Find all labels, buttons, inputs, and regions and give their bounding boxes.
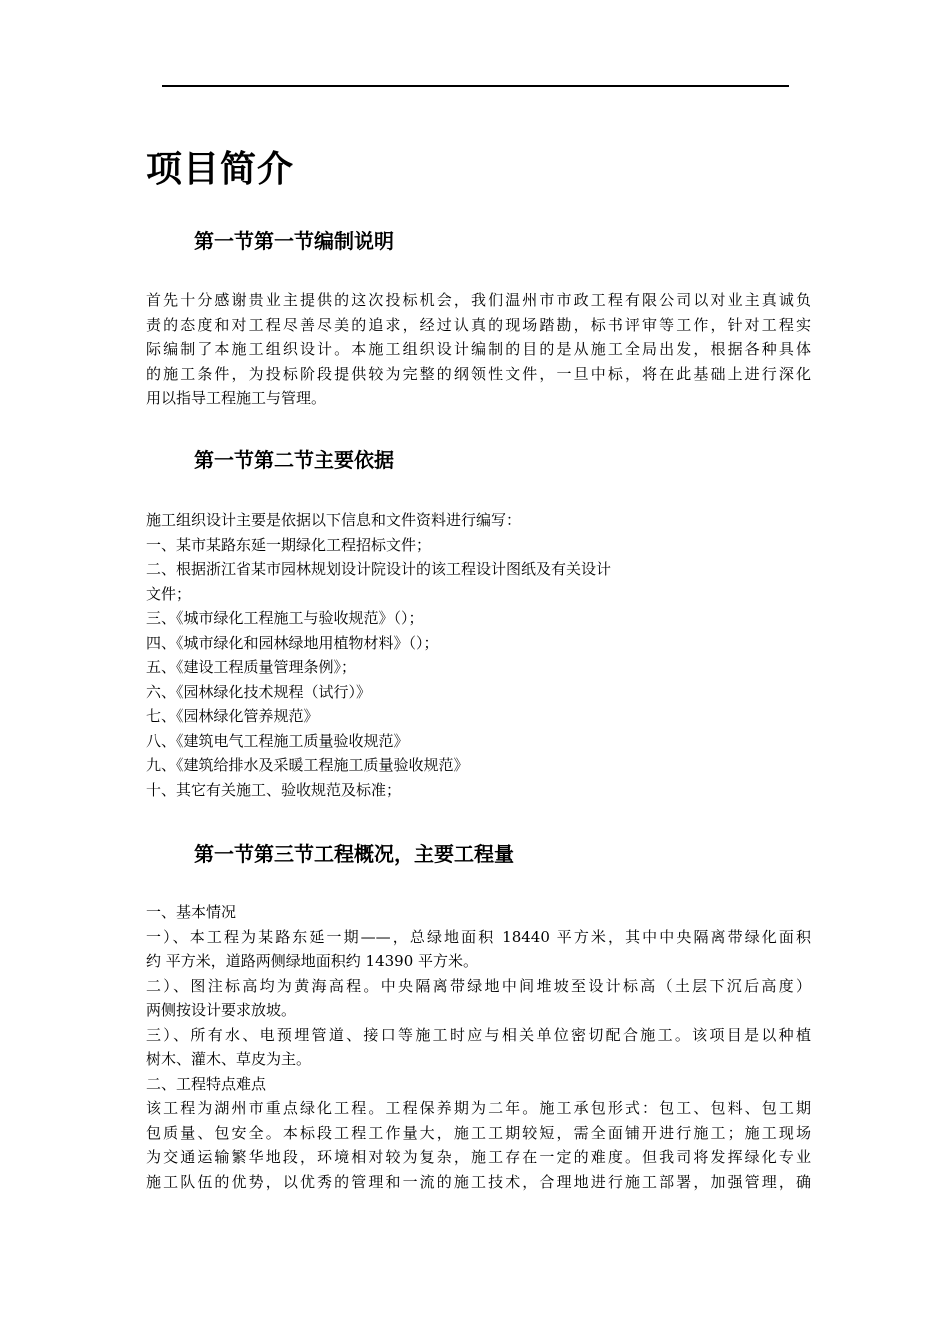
section-body-1 [146, 288, 811, 411]
list-item: 施工组织设计主要是依据以下信息和文件资料进行编写： [146, 511, 522, 529]
list-item: 五、《建设工程质量管理条例》； [146, 658, 357, 676]
paragraph-line: 二）、图注标高均为黄海高程。中央隔离带绿地中间堆坡至设计标高（土层下沉后高度） [146, 976, 811, 995]
list-item: 三、《城市绿化工程施工与验收规范》（）； [146, 609, 424, 627]
paragraph-line: 首先十分感谢贵业主提供的这次投标机会，我们温州市市政工程有限公司以对业主真诚负 [146, 291, 811, 309]
list-item: 一、某市某路东延一期绿化工程招标文件； [146, 535, 432, 554]
paragraph-line: 三）、所有水、电预埋管道、接口等施工时应与相关单位密切配合施工。该项目是以种植 [146, 1025, 811, 1044]
section-body-3 [146, 900, 811, 1194]
list-item: 九、《建筑给排水及采暖工程施工质量验收规范》 [146, 756, 469, 774]
section-body-2 [146, 508, 811, 802]
section-heading-2: 第一节第二节主要依据 [194, 448, 394, 472]
page-title: 项目简介 [146, 149, 295, 190]
paragraph-line: 一、基本情况 [146, 903, 237, 921]
paragraph-line: 用以指导工程施工与管理。 [146, 389, 327, 407]
paragraph-line: 际编制了本施工组织设计。本施工组织设计编制的目的是从施工全局出发，根据各种具体 [146, 340, 811, 358]
list-item: 二、根据浙江省某市园林规划设计院设计的该工程设计图纸及有关设计 [146, 560, 612, 578]
paragraph-line: 两侧按设计要求放坡。 [146, 1001, 297, 1019]
paragraph-line: 责的态度和对工程尽善尽美的追求，经过认真的现场踏勘，标书评审等工作，针对工程实 [146, 315, 811, 334]
paragraph-line: 一）、本工程为某路东延一期——，总绿地面积 18440 平方米，其中中央隔离带绿化面积 [146, 927, 811, 946]
paragraph-line: 包质量、包安全。本标段工程工作量大，施工工期较短，需全面铺开进行施工；施工现场 [146, 1123, 811, 1142]
list-item: 四、《城市绿化和园林绿地用植物材料》（）； [146, 633, 439, 652]
paragraph-line: 为交通运输繁华地段，环境相对较为复杂，施工存在一定的难度。但我司将发挥绿化专业 [146, 1148, 811, 1166]
paragraph-line: 二、工程特点难点 [146, 1074, 267, 1093]
paragraph-line: 该工程为湖州市重点绿化工程。工程保养期为二年。施工承包形式：包工、包料、包工期 [146, 1099, 811, 1117]
paragraph-line: 施工队伍的优势，以优秀的管理和一流的施工技术，合理地进行施工部署，加强管理，确 [146, 1172, 811, 1191]
list-item: 文件； [146, 584, 192, 603]
list-item: 七、《园林绿化管养规范》 [146, 707, 319, 725]
section-heading-1: 第一节第一节编制说明 [194, 229, 394, 253]
list-item: 十、其它有关施工、验收规范及标准； [146, 780, 402, 799]
paragraph-line: 的施工条件，为投标阶段提供较为完整的纲领性文件，一旦中标，将在此基础上进行深化 [146, 364, 811, 383]
list-item: 八、《建筑电气工程施工质量验收规范》 [146, 731, 409, 750]
paragraph-line: 约 平方米，道路两侧绿地面积约 14390 平方米。 [146, 952, 479, 970]
section-heading-3: 第一节第三节工程概况，主要工程量 [194, 842, 514, 866]
header-rule [162, 85, 789, 87]
paragraph-line: 树木、灌木、草皮为主。 [146, 1050, 312, 1068]
list-item: 六、《园林绿化技术规程（试行）》 [146, 682, 372, 701]
